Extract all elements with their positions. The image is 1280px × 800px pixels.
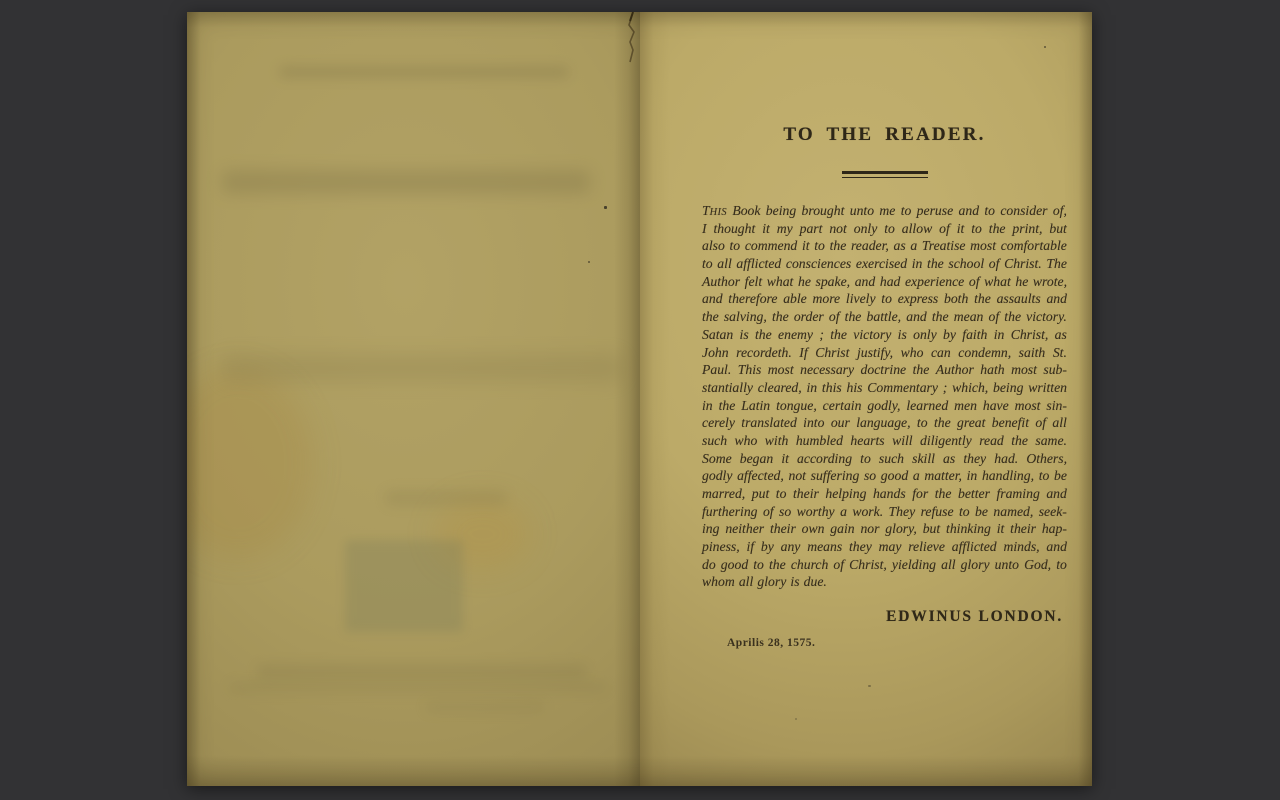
word: it [956, 220, 965, 236]
word: brought [801, 203, 845, 218]
word: had. [994, 450, 1019, 466]
word: John [702, 344, 729, 360]
word: sin- [1046, 397, 1067, 413]
ink-speck [1044, 46, 1046, 48]
word: able [783, 291, 807, 307]
body-line [702, 220, 1067, 238]
word: due. [803, 574, 827, 590]
word: of [833, 556, 845, 572]
word: thought [713, 220, 756, 236]
word: if [746, 539, 755, 555]
word: who [900, 344, 924, 360]
word: ; [819, 326, 824, 342]
word: can [930, 344, 951, 360]
body-line [702, 520, 1067, 538]
word: own [801, 521, 825, 537]
word: translated [741, 415, 797, 431]
word: and [906, 309, 927, 325]
word: in [806, 379, 818, 395]
ink-speck [795, 718, 797, 720]
show-through-ghost [279, 66, 569, 78]
word: their [769, 521, 796, 537]
word: will [892, 432, 913, 448]
word: justify, [856, 344, 894, 360]
word: and [958, 203, 980, 218]
word: to [984, 203, 996, 218]
word: part [799, 220, 823, 236]
word: worthy [796, 503, 835, 519]
word: victory. [1026, 309, 1067, 325]
word: with [764, 432, 789, 448]
word: therefore [728, 291, 778, 307]
word: Book [732, 203, 761, 218]
preface-body [702, 202, 1067, 591]
word: being [993, 379, 1024, 395]
word: most [1014, 397, 1041, 413]
word: same. [1035, 432, 1067, 448]
opening-word: THIS [702, 203, 728, 218]
word: Christ. [1004, 256, 1042, 272]
word: into [803, 415, 825, 431]
word: nor [860, 521, 880, 537]
word: do [702, 556, 716, 572]
word: necessary [800, 362, 855, 378]
word: as [943, 450, 956, 466]
word: it [762, 220, 770, 236]
word: good [720, 556, 749, 572]
word: both [943, 291, 969, 307]
word: a [840, 503, 847, 519]
page-title: TO THE READER. [783, 124, 986, 145]
word: better [957, 486, 990, 501]
word: St. [1052, 344, 1067, 360]
word: as [893, 238, 906, 254]
word: unto [849, 203, 875, 218]
body-line [702, 485, 1067, 503]
body-line [702, 290, 1067, 308]
word: affected, [737, 468, 784, 484]
word: to [884, 220, 895, 236]
word: the [931, 309, 949, 325]
word: afflicted [951, 539, 997, 555]
word: certain [822, 397, 862, 413]
body-line [702, 344, 1067, 362]
word: the [830, 326, 847, 342]
word: godly [702, 468, 733, 484]
show-through-ghost [229, 682, 607, 693]
word: be [1054, 468, 1067, 484]
word: what [984, 273, 1011, 289]
word: tongue, [776, 397, 817, 413]
word: lively [845, 291, 876, 307]
word: to [860, 450, 871, 466]
word: whom [702, 574, 735, 590]
word: great [957, 415, 986, 431]
word: not [788, 468, 806, 484]
word: glory [757, 574, 787, 590]
word: peruse [916, 203, 954, 218]
word: hands [872, 486, 906, 501]
word: it [996, 521, 1005, 537]
word: the [934, 486, 952, 501]
word: yielding [891, 556, 937, 572]
paper-tear [621, 12, 643, 76]
word: the [988, 220, 1006, 236]
word: Commentary [867, 379, 938, 395]
word: the [844, 309, 862, 325]
word: express [897, 291, 939, 307]
word: Treatise [921, 238, 966, 254]
word: most [970, 238, 997, 254]
word: this [821, 379, 842, 395]
body-line [702, 503, 1067, 521]
body-line [702, 273, 1067, 291]
word: Christ [815, 344, 850, 360]
word: felt [744, 273, 763, 289]
word: may [878, 539, 902, 555]
body-line [702, 237, 1067, 255]
word: of [1035, 415, 1047, 431]
word: all [738, 574, 754, 590]
word: to [729, 238, 741, 254]
word: in [702, 397, 713, 413]
word: it [781, 450, 789, 466]
word: Christ, [1010, 326, 1049, 342]
word: suffering [810, 468, 860, 484]
word: of [988, 256, 1000, 272]
word: gain [830, 521, 855, 537]
word: have [982, 397, 1009, 413]
word: be [975, 503, 988, 519]
word: of, [1052, 203, 1067, 218]
word: a [910, 238, 918, 254]
word: refuse [920, 503, 954, 519]
word: learned [906, 397, 949, 413]
word: for [912, 486, 929, 501]
word: mean [953, 309, 984, 325]
word: the [771, 309, 789, 325]
word: relieve [908, 539, 945, 555]
word: who [734, 432, 758, 448]
word: print, [1012, 220, 1043, 236]
word: battle, [866, 309, 902, 325]
word: exercised [855, 256, 908, 272]
word: ; [942, 379, 948, 395]
word: work. [852, 503, 884, 519]
word: so [779, 503, 792, 519]
word: framing [996, 486, 1040, 501]
word: I [702, 220, 707, 236]
word: means [807, 539, 843, 555]
word: matter, [924, 468, 962, 484]
word: not [829, 220, 847, 236]
word: but [922, 521, 941, 537]
word: only [853, 220, 878, 236]
word: to [916, 415, 928, 431]
word: and [702, 291, 723, 307]
word: by [760, 539, 774, 555]
word: good [880, 468, 909, 484]
word: according [797, 450, 853, 466]
word: consciences [785, 256, 852, 272]
word: diligently [920, 432, 972, 448]
word: school [948, 256, 985, 272]
word: he [797, 273, 811, 289]
word: cerely [702, 415, 735, 431]
word: cleared, [757, 379, 802, 395]
show-through-plate-ghost [345, 540, 463, 632]
word: and [854, 273, 876, 289]
ink-speck [588, 261, 590, 263]
word: the [1004, 309, 1022, 325]
word: to [881, 291, 892, 307]
word: all [941, 556, 956, 572]
word: of [968, 273, 980, 289]
body-line [702, 308, 1067, 326]
word: experience [904, 273, 965, 289]
word: to [958, 503, 970, 519]
word: Author [702, 273, 741, 289]
word: unto [994, 556, 1019, 572]
show-through-ghost [222, 354, 622, 382]
word: all [1052, 415, 1067, 431]
word: in [993, 326, 1005, 342]
body-line [702, 432, 1067, 450]
word: in [966, 468, 978, 484]
word: all [717, 256, 732, 272]
word: skill [912, 450, 935, 466]
word: to [702, 256, 713, 272]
word: They [888, 503, 916, 519]
word: our [830, 415, 850, 431]
word: doctrine [860, 362, 907, 378]
word: Christ, [849, 556, 887, 572]
word: is [790, 574, 800, 590]
show-through-ghost [222, 170, 590, 194]
word: salving, [723, 309, 767, 325]
word: minds, [1003, 539, 1040, 555]
body-line [702, 397, 1067, 415]
date-line: Aprilis 28, 1575. [727, 637, 816, 649]
left-page-blank [187, 12, 640, 786]
word: piness, [702, 539, 740, 555]
word: the [974, 291, 991, 307]
word: glory, [885, 521, 917, 537]
body-line [702, 467, 1067, 485]
word: the [829, 238, 847, 254]
word: began [739, 450, 774, 466]
show-through-ghost [385, 490, 507, 506]
word: marred, [702, 486, 746, 501]
ink-speck [868, 685, 871, 687]
word: helping [825, 486, 867, 501]
word: condemn, [958, 344, 1012, 360]
body-line [702, 414, 1067, 432]
word: to [900, 203, 912, 218]
word: to [1038, 468, 1050, 484]
word: being [765, 203, 797, 218]
word: read [979, 432, 1004, 448]
word: furthering [702, 503, 758, 519]
word: enemy [778, 326, 814, 342]
word: had [879, 273, 901, 289]
word: hap- [1041, 521, 1067, 537]
word: the [718, 397, 736, 413]
right-page [640, 12, 1092, 786]
word: benefit [991, 415, 1030, 431]
word: allow [901, 220, 933, 236]
heading-rule [842, 171, 928, 178]
word: the [933, 415, 951, 431]
word: stantially [702, 379, 753, 395]
body-line [702, 573, 1067, 591]
book-spread [187, 12, 1092, 786]
word: spake, [815, 273, 851, 289]
word: which, [952, 379, 989, 395]
word: by [943, 326, 956, 342]
word: consider [1000, 203, 1048, 218]
word: is [897, 326, 907, 342]
word: as [1054, 326, 1067, 342]
word: more [812, 291, 841, 307]
word: me [879, 203, 896, 218]
word: the [912, 362, 930, 378]
signature: EDWINUS LONDON. [886, 608, 1063, 625]
word: of [939, 220, 950, 236]
word: thinking [946, 521, 991, 537]
word: they [963, 450, 987, 466]
word: the [1011, 432, 1028, 448]
body-line [702, 450, 1067, 468]
word: in [911, 256, 923, 272]
word: the [927, 256, 944, 272]
word: seek- [1038, 503, 1067, 519]
ink-speck [604, 206, 607, 209]
word: such [702, 432, 728, 448]
word: Satan [702, 326, 734, 342]
word: faith [962, 326, 988, 342]
word: Author [935, 362, 974, 378]
word: also [702, 238, 725, 254]
word: hearts [850, 432, 885, 448]
word: my [776, 220, 793, 236]
word: the [769, 556, 786, 572]
word: most [767, 362, 794, 378]
word: put [751, 486, 770, 501]
word: and [1046, 291, 1067, 307]
word: a [912, 468, 920, 484]
word: of [762, 503, 774, 519]
word: recordeth. [736, 344, 792, 360]
body-line-first [702, 202, 1067, 220]
body-line [702, 255, 1067, 273]
word: and [1046, 486, 1067, 501]
word: victory [853, 326, 892, 342]
word: assaults [996, 291, 1041, 307]
word: it [801, 238, 810, 254]
word: men [954, 397, 977, 413]
word: commend [744, 238, 798, 254]
word: reader, [850, 238, 889, 254]
word: so [863, 468, 877, 484]
show-through-ghost [257, 664, 587, 679]
word: Paul. [702, 362, 732, 378]
word: hath [980, 362, 1005, 378]
word: Some [702, 450, 732, 466]
word: church [790, 556, 829, 572]
word: the [754, 326, 772, 342]
word: of [988, 309, 1000, 325]
word: comfortable [1000, 238, 1067, 254]
word: what [766, 273, 794, 289]
word: to [753, 556, 764, 572]
word: and [1046, 539, 1067, 555]
word: he [1015, 273, 1029, 289]
paper-stain [187, 368, 313, 558]
word: his [846, 379, 863, 395]
word: God, [1024, 556, 1052, 572]
word: wrote, [1032, 273, 1067, 289]
body-line [702, 379, 1067, 397]
word: any [780, 539, 801, 555]
word: Others, [1026, 450, 1067, 466]
word: their [792, 486, 819, 501]
word: to [1056, 556, 1067, 572]
word: most [1011, 362, 1037, 378]
word: named, [993, 503, 1034, 519]
body-line [702, 556, 1067, 574]
word: they [848, 539, 872, 555]
word: sub- [1043, 362, 1067, 378]
word: handling, [981, 468, 1035, 484]
word: language, [856, 415, 911, 431]
word: their [1010, 521, 1036, 537]
body-line [702, 538, 1067, 556]
page-content [702, 12, 1067, 786]
word: written [1028, 379, 1067, 395]
word: order [793, 309, 824, 325]
word: neither [725, 521, 765, 537]
word: The [1046, 256, 1067, 272]
word: but [1049, 220, 1067, 236]
word: If [799, 344, 808, 360]
word: afflicted [736, 256, 782, 272]
word: godly, [867, 397, 901, 413]
body-line [702, 326, 1067, 344]
word: to [775, 486, 787, 501]
word: glory [960, 556, 990, 572]
word: the [702, 309, 719, 325]
word: to [971, 220, 982, 236]
word: ing [702, 521, 720, 537]
word: of [828, 309, 840, 325]
body-line [702, 361, 1067, 379]
word: This [737, 362, 762, 378]
word: such [878, 450, 905, 466]
word: saith [1018, 344, 1046, 360]
word: humbled [795, 432, 843, 448]
word: only [913, 326, 937, 342]
word: to [814, 238, 825, 254]
show-through-ghost [425, 702, 545, 712]
word: is [739, 326, 749, 342]
word: Latin [741, 397, 771, 413]
